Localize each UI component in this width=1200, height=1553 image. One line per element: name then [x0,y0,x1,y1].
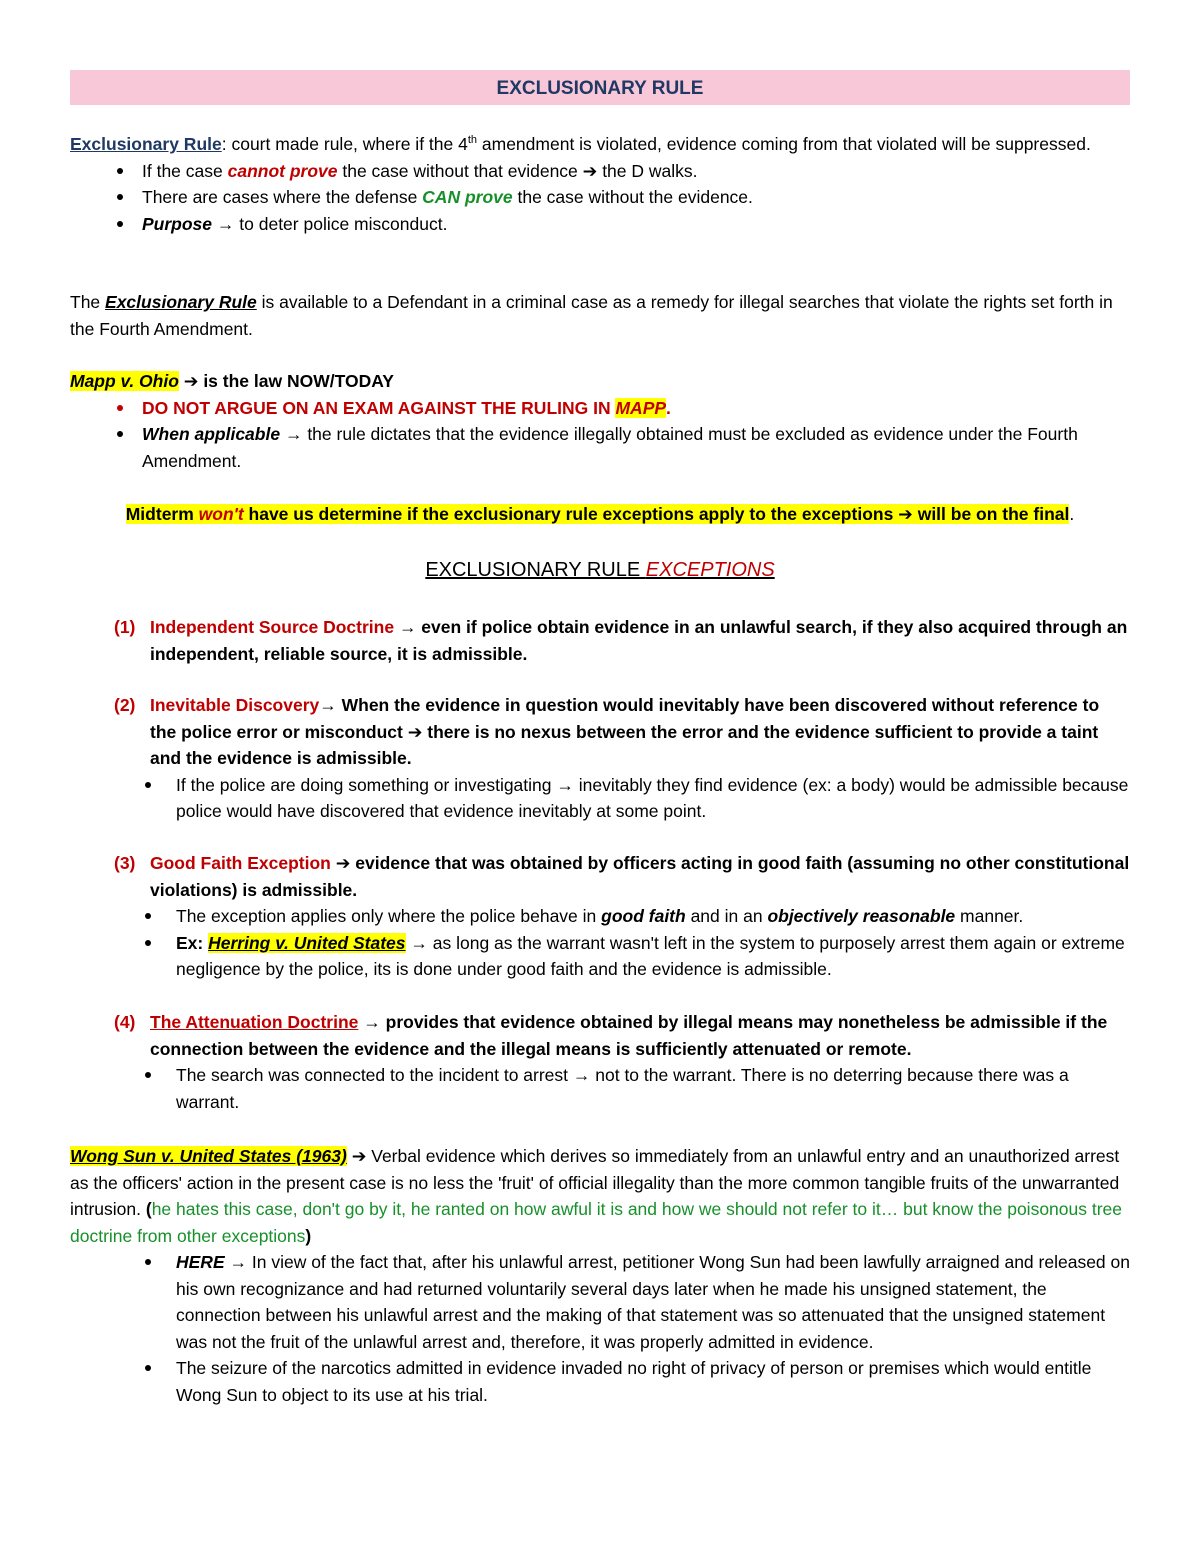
arrow-icon: → [216,213,235,234]
intro-section [70,131,1130,237]
intro-term: Exclusionary Rule [70,134,222,154]
list-item: HERE → In view of the fact that, after his unlawful arrest, petitioner Wong Sun had been lawfully arraigned and released on his own recognizance and had returned voluntarily several days later when he made his unsigned statement, the connection between his unlawful arrest and the making of that statement was so attenuated that the unsigned statement was not the fruit of the unlawful arrest and, therefore, it was properly admitted in evidence. [70,1249,1130,1355]
wong-sun-section: Wong Sun v. United States (1963) ➔ Verbal evidence which derives so immediately from an unlawful entry and an unauthorized arrest as the officers' action in the present case is no less the 'fruit' of official illegality than the more common tangible fruits of the unwarranted intrusion. (he hates this case, don't go by it, he ranted on how awful it is and how we should not refer to it… but know the poisonous tree doctrine from other exceptions) HERE → In view of the fact that, after his unlawful arrest, petitioner Wong Sun had been lawfully arraigned and released on his own recognizance and had returned voluntarily several days later when he made his unsigned statement, the connection between his unlawful arrest and the making of that statement was so attenuated that the unsigned statement was not the fruit of the unlawful arrest and, therefore, it was properly admitted in evidence. The seizure of the narcotics admitted in evidence invaded no right of privacy of person or premises which would entitle Wong Sun to object to its use at his trial. [70,1143,1130,1408]
case-name: Mapp v. Ohio [70,371,179,391]
case-name: Wong Sun v. United States (1963) [70,1146,347,1166]
exception-name: Independent Source Doctrine [150,617,395,637]
list-item: The search was connected to the incident to arrest → not to the warrant. There is no deterring because there was a warrant. [70,1062,1130,1115]
arrow-icon: ➔ [335,853,351,873]
exceptions-heading: EXCLUSIONARY RULE EXCEPTIONS [425,559,775,581]
list-item: If the case cannot prove the case without that evidence ➔ the D walks. [70,158,1130,185]
arrow-icon: → [398,617,417,637]
arrow-icon: → [556,774,574,795]
case-name: Herring v. United States [208,932,406,953]
list-item: The seizure of the narcotics admitted in evidence invaded no right of privacy of person or premises which would entitle Wong Sun to object to its use at his trial. [70,1355,1130,1408]
arrow-icon: → [363,1012,381,1032]
intro-bullets [70,158,1130,238]
exception-1: (1) Independent Source Doctrine → even if police obtain evidence in an unlawful search, if they also acquired through an independent, reliable source, it is admissible. [114,617,1128,664]
mapp-section: Mapp v. Ohio ➔ is the law NOW/TODAY DO NOT ARGUE ON AN EXAM AGAINST THE RULING IN MAPP. When applicable → the rule dictates that the evidence illegally obtained must be excluded as evidence under the Fourth Amendment. [70,368,1130,474]
intro-definition: Exclusionary Rule: court made rule, where if the 4th amendment is violated, evidence coming from that violated will be suppressed. [70,134,1091,154]
arrow-icon: → [284,424,303,444]
instructor-comment: he hates this case, don't go by it, he ranted on how awful it is and how we should not refer to it… but know the poisonous tree doctrine from other exceptions [70,1199,1123,1246]
arrow-icon: ➔ [351,1146,367,1166]
page-title: EXCLUSIONARY RULE [70,70,1130,105]
exception-4: (4) The Attenuation Doctrine → provides that evidence obtained by illegal means may nonetheless be admissible if the connection between the evidence and the illegal means is sufficiently attenuated or remote. The search was connected to the incident to arrest → not to the warrant. There is no deterring because there was a warrant. [70,1009,1130,1115]
exception-name: Inevitable Discovery [150,695,320,715]
arrow-icon: → [572,1065,591,1085]
arrow-icon: → [410,932,428,953]
arrow-icon: → [229,1252,247,1272]
list-item: Ex: Herring v. United States → as long as the warrant wasn't left in the system to purposely arrest them again or extreme negligence by the police, its is done under good faith and the evidence is admissible. [70,930,1130,983]
arrow-icon: ➔ [407,721,423,742]
list-item: If the police are doing something or investigating → inevitably they find evidence (ex: a body) would be admissible because police would have discovered that evidence inevitably at some point. [70,772,1130,825]
arrow-icon: ➔ [582,160,598,181]
mapp-bullets [70,395,1130,475]
arrow-icon: ➔ [898,504,913,524]
exception-name: The Attenuation Doctrine [150,1012,359,1032]
exception-name: Good Faith Exception [150,853,331,873]
list-item: There are cases where the defense CAN prove the case without the evidence. [70,184,1130,211]
exception-3: (3) Good Faith Exception ➔ evidence that was obtained by officers acting in good faith (assuming no other constitutional violations) is admissible. The exception applies only where the police behave in good faith and in an objectively reasonable manner. Ex: Herring v. United States → as long as the warrant wasn't left in the system to purposely arrest them again or extreme negligence by the police, its is done under good faith and the evidence is admissible. [70,850,1130,983]
midterm-note: Midterm won't have us determine if the exclusionary rule exceptions apply to the exceptions ➔ will be on the final. [125,504,1075,524]
arrow-icon: → [319,695,337,715]
remedy-paragraph: The Exclusionary Rule is available to a Defendant in a criminal case as a remedy for illegal searches that violate the rights set forth in the Fourth Amendment. [70,292,1113,339]
list-item: Purpose → to deter police misconduct. [70,211,1130,238]
list-item: DO NOT ARGUE ON AN EXAM AGAINST THE RULING IN MAPP. [70,395,1130,422]
list-item: When applicable → the rule dictates that the evidence illegally obtained must be excluded as evidence under the Fourth Amendment. [70,421,1130,474]
exception-2: (2) Inevitable Discovery→ When the evidence in question would inevitably have been discovered without reference to the police error or misconduct ➔ there is no nexus between the error and the evidence sufficient to provide a taint and the evidence is admissible. If the police are doing something or investigating → inevitably they find evidence (ex: a body) would be admissible because police would have discovered that evidence inevitably at some point. [70,692,1130,825]
arrow-icon: ➔ [183,371,199,391]
list-item: The exception applies only where the police behave in good faith and in an objectively reasonable manner. [70,903,1130,930]
